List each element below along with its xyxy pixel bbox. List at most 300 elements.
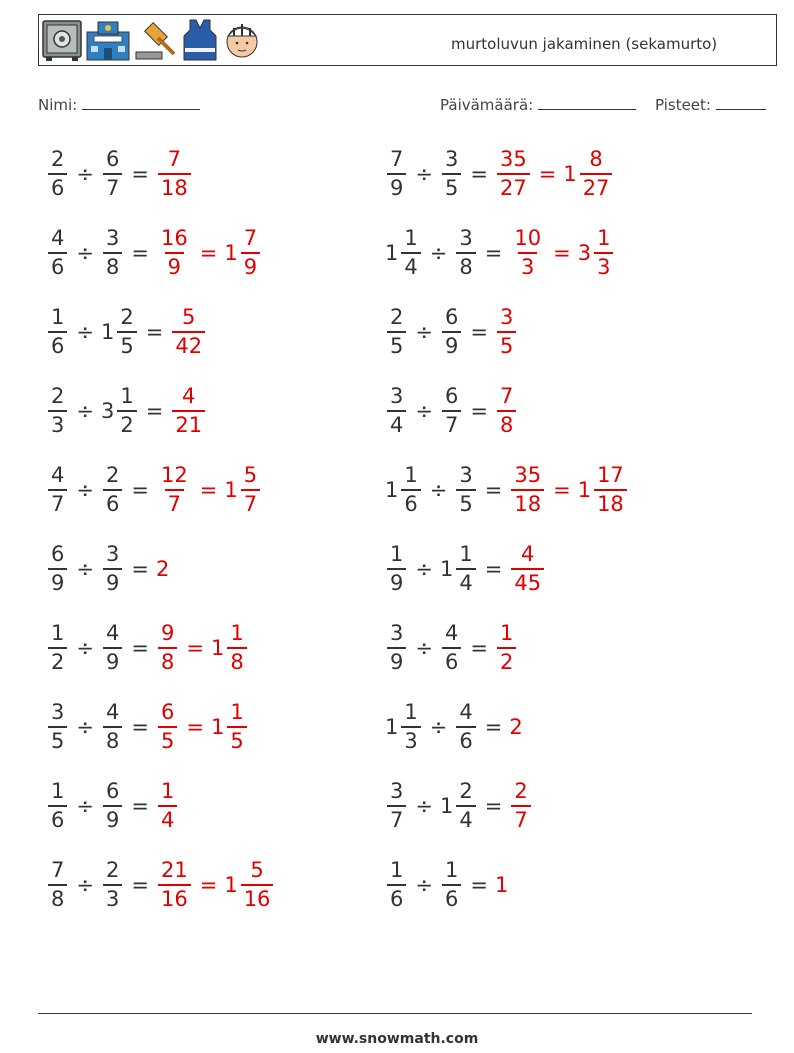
whole-part: 1 [439, 557, 454, 581]
numerator: 4 [459, 700, 473, 724]
numerator: 1 [459, 542, 473, 566]
police-vest-icon [182, 18, 218, 62]
divide-sign: ÷ [76, 873, 94, 897]
answer-equals-sign: = [186, 636, 204, 660]
mixed-number [101, 228, 124, 278]
numerator: 1 [390, 858, 404, 882]
mixed-number [495, 149, 532, 199]
whole-part: 1 [210, 715, 225, 739]
whole-part: 1 [385, 478, 399, 502]
numerator: 1 [51, 621, 65, 645]
numerator: 3 [105, 226, 120, 250]
mixed-number [46, 149, 69, 199]
fraction [387, 781, 406, 831]
numerator: 12 [160, 463, 188, 487]
mixed-number [101, 465, 124, 515]
fraction [456, 544, 475, 594]
equals-sign: = [131, 241, 149, 265]
prisoner-icon [222, 18, 262, 62]
numerator: 9 [160, 621, 175, 645]
mixed-number [170, 386, 207, 436]
fraction [48, 623, 67, 673]
mixed-number [46, 702, 69, 752]
problem-19 [46, 855, 275, 915]
denominator: 4 [387, 410, 406, 436]
numerator: 6 [160, 700, 175, 724]
mixed-number [156, 623, 179, 673]
numerator: 1 [230, 700, 244, 724]
fraction [158, 860, 191, 910]
mixed-number [46, 623, 69, 673]
equals-sign: = [145, 399, 164, 423]
denominator: 6 [456, 726, 475, 752]
answer [509, 544, 546, 594]
denominator: 27 [497, 173, 530, 199]
problem-2 [385, 144, 614, 204]
numerator: 1 [390, 542, 404, 566]
denominator: 18 [158, 173, 191, 199]
denominator: 4 [158, 805, 177, 831]
name-label: Nimi: [38, 96, 78, 114]
answer [156, 623, 249, 673]
answer [156, 557, 170, 581]
mixed-number [101, 623, 124, 673]
mixed-number [454, 702, 477, 752]
answer [156, 465, 262, 515]
numerator: 1 [404, 463, 418, 487]
footer-url: www.snowmath.com [315, 1031, 479, 1047]
denominator: 9 [103, 568, 122, 594]
divide-sign: ÷ [76, 715, 94, 739]
divide-sign: ÷ [415, 636, 433, 660]
answer [170, 307, 207, 357]
mixed-number [224, 228, 262, 278]
mixed-number [101, 781, 124, 831]
fraction [456, 465, 475, 515]
mixed-number [509, 544, 546, 594]
numerator: 3 [459, 226, 473, 250]
answer [509, 228, 615, 278]
denominator: 7 [103, 173, 122, 199]
mixed-number [385, 307, 408, 357]
fraction [48, 544, 67, 594]
divide-sign: ÷ [429, 715, 448, 739]
mixed-number [495, 386, 518, 436]
denominator: 9 [442, 331, 461, 357]
fraction [103, 781, 122, 831]
mixed-number [578, 228, 616, 278]
fraction [241, 228, 260, 278]
denominator: 6 [442, 647, 461, 673]
numerator: 4 [51, 226, 65, 250]
problem-4 [385, 223, 615, 283]
numerator: 4 [51, 463, 65, 487]
fraction [456, 228, 475, 278]
whole-part: 3 [577, 241, 592, 265]
denominator: 9 [387, 173, 406, 199]
problem-10 [385, 460, 629, 520]
mixed-number [440, 149, 463, 199]
answer [495, 307, 518, 357]
numerator: 1 [51, 305, 65, 329]
fraction [158, 465, 191, 515]
divide-sign: ÷ [76, 399, 94, 423]
numerator: 1 [404, 226, 418, 250]
fraction [401, 702, 420, 752]
mixed-number [440, 386, 463, 436]
fraction [103, 702, 122, 752]
numerator: 6 [105, 779, 120, 803]
mixed-number [495, 623, 518, 673]
denominator: 2 [48, 647, 67, 673]
fraction [103, 544, 122, 594]
denominator: 6 [48, 331, 67, 357]
numerator: 1 [160, 779, 175, 803]
mixed-number [101, 149, 124, 199]
denominator: 3 [401, 726, 420, 752]
numerator: 4 [105, 700, 120, 724]
answer [509, 715, 523, 739]
fraction [172, 307, 205, 357]
numerator: 2 [51, 384, 65, 408]
problem-8 [385, 381, 518, 441]
mixed-number [385, 702, 423, 752]
mixed-number [385, 386, 408, 436]
answer-equals-sign: = [199, 478, 218, 502]
answer [156, 781, 179, 831]
mixed-number [440, 860, 463, 910]
answer-equals-sign: = [553, 478, 571, 502]
divide-sign: ÷ [76, 241, 94, 265]
numerator: 6 [51, 542, 65, 566]
mixed-number [454, 228, 477, 278]
equals-sign: = [470, 873, 488, 897]
mixed-number [440, 623, 463, 673]
fraction [227, 702, 246, 752]
numerator: 5 [243, 463, 258, 487]
divide-sign: ÷ [415, 794, 433, 818]
answer [156, 702, 249, 752]
equals-sign: = [470, 636, 488, 660]
mixed-number [385, 623, 408, 673]
problem-1 [46, 144, 193, 204]
mixed-number [509, 781, 532, 831]
mixed-number [563, 149, 614, 199]
denominator: 5 [158, 726, 177, 752]
problem-18 [385, 776, 533, 836]
numerator: 35 [514, 463, 542, 487]
denominator: 8 [227, 647, 246, 673]
denominator: 6 [48, 805, 67, 831]
mixed-number [509, 228, 546, 278]
fraction [172, 386, 205, 436]
numerator: 2 [459, 779, 473, 803]
mixed-number [46, 781, 69, 831]
fraction [442, 386, 461, 436]
fraction [158, 781, 177, 831]
divide-sign: ÷ [415, 873, 433, 897]
answer [495, 873, 509, 897]
denominator: 27 [580, 173, 613, 199]
name-blank[interactable] [82, 95, 200, 110]
denominator: 6 [103, 489, 122, 515]
mixed-number [495, 873, 509, 897]
divide-sign: ÷ [76, 162, 94, 186]
police-station-icon [86, 18, 130, 62]
denominator: 8 [158, 647, 177, 673]
numerator: 3 [390, 384, 404, 408]
problem-13 [46, 618, 249, 678]
denominator: 16 [241, 884, 274, 910]
numerator: 3 [459, 463, 473, 487]
date-blank[interactable] [538, 95, 636, 110]
problem-5 [46, 302, 207, 362]
fraction [158, 623, 177, 673]
fraction [387, 307, 406, 357]
mixed-number [170, 307, 207, 357]
answer-equals-sign: = [199, 241, 218, 265]
numerator: 8 [589, 147, 603, 171]
denominator: 2 [117, 410, 136, 436]
answer [156, 149, 193, 199]
numerator: 21 [160, 858, 188, 882]
numerator: 4 [521, 542, 535, 566]
fraction [401, 465, 420, 515]
problem-9 [46, 460, 262, 520]
numerator: 2 [51, 147, 65, 171]
fraction [48, 702, 67, 752]
safe-icon [42, 18, 82, 62]
equals-sign: = [131, 478, 149, 502]
denominator: 5 [117, 331, 136, 357]
fraction [117, 307, 136, 357]
whole-part: 1 [224, 873, 238, 897]
fraction [387, 860, 406, 910]
denominator: 45 [511, 568, 544, 594]
answer [156, 860, 275, 910]
divide-sign: ÷ [76, 636, 94, 660]
numerator: 35 [499, 147, 527, 171]
fraction [594, 228, 613, 278]
whole-part: 3 [100, 399, 115, 423]
mixed-number [156, 149, 193, 199]
numerator: 4 [444, 621, 459, 645]
denominator: 7 [48, 489, 67, 515]
denominator: 7 [241, 489, 260, 515]
numerator: 2 [105, 463, 120, 487]
denominator: 2 [497, 647, 516, 673]
gavel-icon [134, 18, 178, 62]
mixed-number [156, 557, 170, 581]
numerator: 3 [390, 621, 404, 645]
problem-17 [46, 776, 179, 836]
numerator: 3 [390, 779, 404, 803]
mixed-number [156, 781, 179, 831]
divide-sign: ÷ [415, 162, 433, 186]
fraction [511, 781, 530, 831]
numerator: 1 [597, 226, 611, 250]
fraction [103, 149, 122, 199]
fraction [48, 465, 67, 515]
equals-sign: = [484, 241, 503, 265]
fraction [103, 860, 122, 910]
answer [495, 623, 518, 673]
numerator: 2 [105, 858, 120, 882]
numerator: 7 [243, 226, 258, 250]
denominator: 16 [158, 884, 191, 910]
equals-sign: = [131, 873, 149, 897]
answer [156, 228, 262, 278]
numerator: 1 [404, 700, 418, 724]
fraction [387, 623, 406, 673]
whole-part: 2 [155, 557, 170, 581]
equals-sign: = [484, 557, 503, 581]
numerator: 3 [499, 305, 514, 329]
whole-part: 1 [224, 478, 238, 502]
problem-3 [46, 223, 262, 283]
mixed-number [46, 465, 69, 515]
denominator: 5 [48, 726, 67, 752]
fraction [497, 623, 516, 673]
divide-sign: ÷ [415, 320, 433, 344]
divide-sign: ÷ [429, 478, 448, 502]
divide-sign: ÷ [76, 478, 94, 502]
denominator: 18 [594, 489, 627, 515]
denominator: 4 [456, 568, 475, 594]
fraction [48, 781, 67, 831]
mixed-number [156, 228, 193, 278]
denominator: 5 [497, 331, 516, 357]
numerator: 2 [514, 779, 528, 803]
mixed-number [156, 702, 179, 752]
numerator: 7 [51, 858, 65, 882]
fraction [48, 386, 67, 436]
denominator: 3 [594, 252, 613, 278]
mixed-number [495, 307, 518, 357]
denominator: 5 [227, 726, 246, 752]
numerator: 7 [167, 147, 182, 171]
answer-equals-sign: = [186, 715, 204, 739]
denominator: 18 [511, 489, 544, 515]
whole-part: 1 [439, 794, 454, 818]
mixed-number [385, 781, 408, 831]
equals-sign: = [484, 715, 503, 739]
mixed-number [101, 386, 139, 436]
fraction [158, 702, 177, 752]
numerator: 6 [444, 384, 459, 408]
numerator: 5 [250, 858, 264, 882]
fraction [497, 386, 516, 436]
divide-sign: ÷ [76, 320, 94, 344]
fraction [442, 307, 461, 357]
denominator: 9 [48, 568, 67, 594]
answer [495, 149, 614, 199]
denominator: 8 [103, 252, 122, 278]
mixed-number [385, 149, 408, 199]
equals-sign: = [145, 320, 164, 344]
denominator: 42 [172, 331, 205, 357]
fraction [241, 465, 260, 515]
problem-16 [385, 697, 524, 757]
worksheet-title: murtoluvun jakaminen (sekamurto) [451, 35, 718, 53]
mixed-number [385, 228, 423, 278]
divide-sign: ÷ [429, 241, 448, 265]
problem-14 [385, 618, 518, 678]
answer [509, 465, 628, 515]
problem-15 [46, 697, 249, 757]
mixed-number [211, 702, 249, 752]
mixed-number [509, 465, 546, 515]
divide-sign: ÷ [415, 557, 433, 581]
numerator: 1 [51, 779, 65, 803]
fraction [48, 860, 67, 910]
denominator: 7 [387, 805, 406, 831]
mixed-number [156, 860, 193, 910]
equals-sign: = [470, 320, 488, 344]
mixed-number [509, 715, 523, 739]
numerator: 1 [120, 384, 134, 408]
mixed-number [156, 465, 193, 515]
divide-sign: ÷ [76, 794, 94, 818]
mixed-number [46, 860, 69, 910]
whole-part: 1 [100, 320, 115, 344]
answer [509, 781, 532, 831]
denominator: 8 [48, 884, 67, 910]
fraction [580, 149, 613, 199]
numerator: 6 [444, 305, 459, 329]
numerator: 6 [105, 147, 120, 171]
mixed-number [101, 307, 139, 357]
answer-equals-sign: = [199, 873, 218, 897]
fraction [48, 307, 67, 357]
numerator: 1 [230, 621, 244, 645]
equals-sign: = [470, 399, 488, 423]
answer [170, 386, 207, 436]
problem-6 [385, 302, 518, 362]
fraction [456, 781, 475, 831]
fraction [511, 228, 544, 278]
numerator: 2 [390, 305, 404, 329]
problem-12 [385, 539, 546, 599]
denominator: 6 [48, 252, 67, 278]
denominator: 6 [442, 884, 461, 910]
denominator: 4 [401, 252, 420, 278]
numerator: 3 [51, 700, 65, 724]
mixed-number [46, 307, 69, 357]
equals-sign: = [470, 162, 488, 186]
mixed-number [101, 860, 124, 910]
mixed-number [46, 544, 69, 594]
denominator: 6 [401, 489, 420, 515]
numerator: 17 [597, 463, 624, 487]
mixed-number [211, 623, 249, 673]
whole-part: 1 [385, 715, 399, 739]
denominator: 5 [387, 331, 406, 357]
fraction [48, 149, 67, 199]
denominator: 9 [103, 805, 122, 831]
denominator: 7 [165, 489, 184, 515]
score-blank[interactable] [716, 95, 766, 110]
equals-sign: = [131, 636, 149, 660]
divide-sign: ÷ [415, 399, 433, 423]
name-field [38, 95, 200, 114]
footer-divider [38, 1013, 752, 1014]
date-label: Päivämäärä: [440, 96, 534, 114]
divide-sign: ÷ [76, 557, 94, 581]
equals-sign: = [131, 794, 149, 818]
mixed-number [440, 781, 478, 831]
numerator: 3 [105, 542, 120, 566]
